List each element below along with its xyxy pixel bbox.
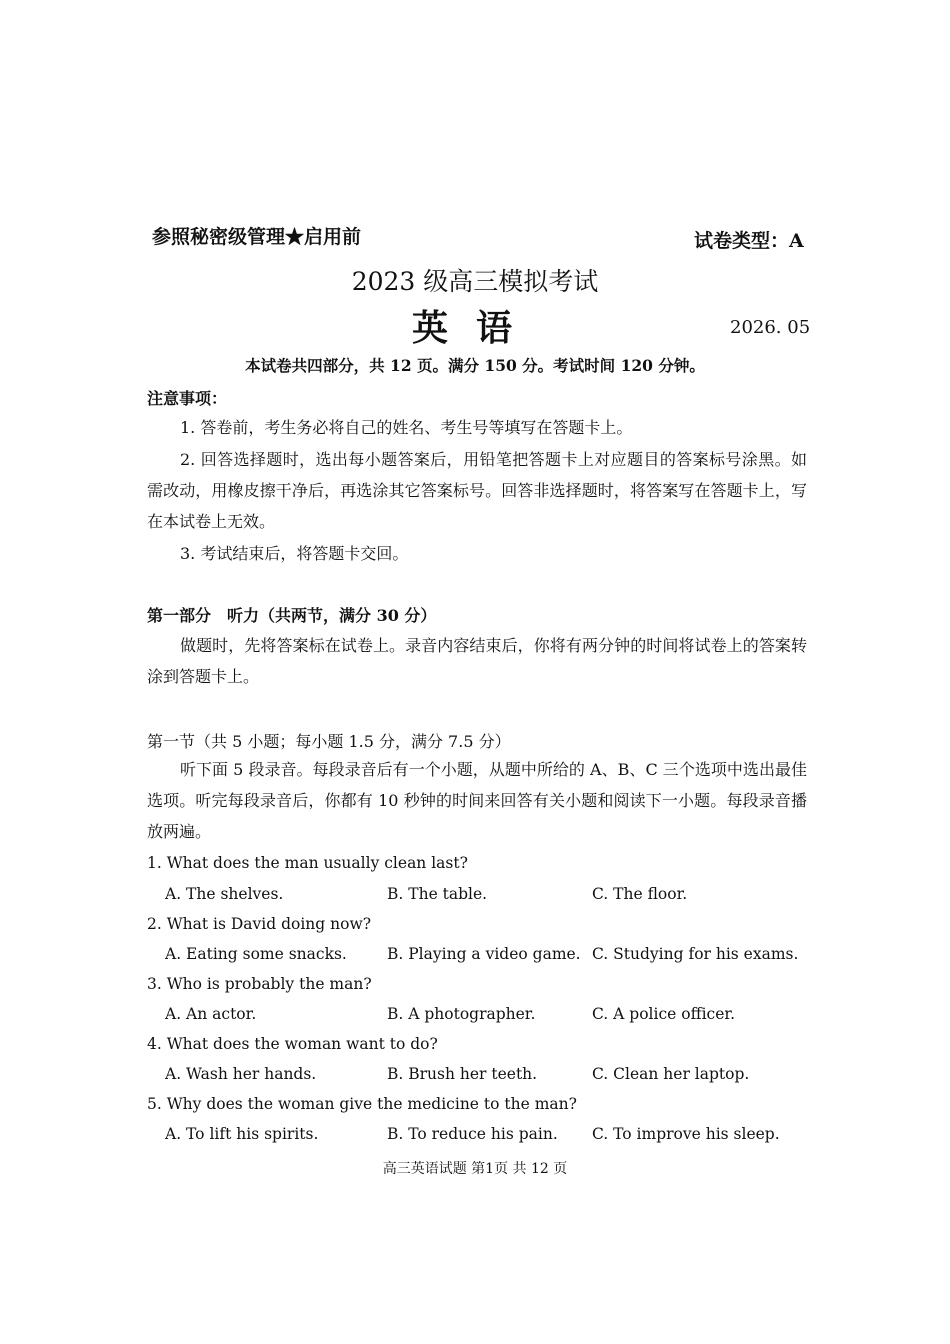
exam-title: 2023 级高三模拟考试 bbox=[351, 267, 599, 296]
question-stem: 5. Why does the woman give the medicine to the man? bbox=[147, 1095, 577, 1113]
option-c: C. To improve his sleep. bbox=[592, 1125, 780, 1143]
question-stem: 2. What is David doing now? bbox=[147, 915, 372, 933]
section1-instruction: 听下面 5 段录音。每段录音后有一个小题，从题中所给的 A、B、C 三个选项中选出最佳选项。听完每段录音后，你都有 10 秒钟的时间来回答有关小题和阅读下一小题。每段录音播放两遍。 bbox=[147, 760, 807, 841]
subject-title: 英语 bbox=[412, 307, 541, 349]
part1-title: 第一部分 听力（共两节，满分 30 分） bbox=[147, 606, 437, 625]
option-c: C. Clean her laptop. bbox=[592, 1065, 750, 1083]
option-a: A. An actor. bbox=[165, 1005, 257, 1023]
question-stem: 4. What does the woman want to do? bbox=[147, 1035, 438, 1053]
option-b: B. A photographer. bbox=[387, 1005, 536, 1023]
notice-item-3: 3. 考试结束后，将答题卡交回。 bbox=[180, 544, 409, 563]
notice-item-1: 1. 答卷前，考生务必将自己的姓名、考生号等填写在答题卡上。 bbox=[180, 418, 633, 437]
exam-date: 2026. 05 bbox=[730, 317, 811, 338]
option-b: B. Playing a video game. bbox=[387, 945, 581, 963]
option-c: C. A police officer. bbox=[592, 1005, 736, 1023]
confidentiality-label: 参照秘密级管理★启用前 bbox=[152, 226, 362, 248]
option-a: A. Eating some snacks. bbox=[165, 945, 347, 963]
page-footer: 高三英语试题 第1页 共 12 页 bbox=[382, 1161, 568, 1177]
option-a: A. To lift his spirits. bbox=[165, 1125, 319, 1143]
part1-instruction: 做题时，先将答案标在试卷上。录音内容结束后，你将有两分钟的时间将试卷上的答案转涂到答题卡上。 bbox=[147, 636, 807, 686]
option-c: C. Studying for his exams. bbox=[592, 945, 799, 963]
option-a: A. Wash her hands. bbox=[165, 1065, 317, 1083]
section1-title: 第一节（共 5 小题；每小题 1.5 分，满分 7.5 分） bbox=[147, 732, 511, 751]
notice-heading: 注意事项： bbox=[147, 389, 228, 408]
paper-summary: 本试卷共四部分，共 12 页。满分 150 分。考试时间 120 分钟。 bbox=[245, 356, 705, 375]
option-b: B. To reduce his pain. bbox=[387, 1125, 558, 1143]
option-c: C. The floor. bbox=[592, 885, 688, 903]
option-a: A. The shelves. bbox=[165, 885, 284, 903]
question-stem: 1. What does the man usually clean last? bbox=[147, 854, 468, 872]
option-b: B. The table. bbox=[387, 885, 488, 903]
option-b: B. Brush her teeth. bbox=[387, 1065, 538, 1083]
question-stem: 3. Who is probably the man? bbox=[147, 975, 372, 993]
notice-item-2: 2. 回答选择题时，选出每小题答案后，用铅笔把答题卡上对应题目的答案标号涂黑。如需改动，用橡皮擦干净后，再选涂其它答案标号。回答非选择题时，将答案写在答题卡上，写在本试卷上无效。 bbox=[147, 450, 807, 531]
paper-type-label: 试卷类型：A bbox=[694, 230, 804, 252]
